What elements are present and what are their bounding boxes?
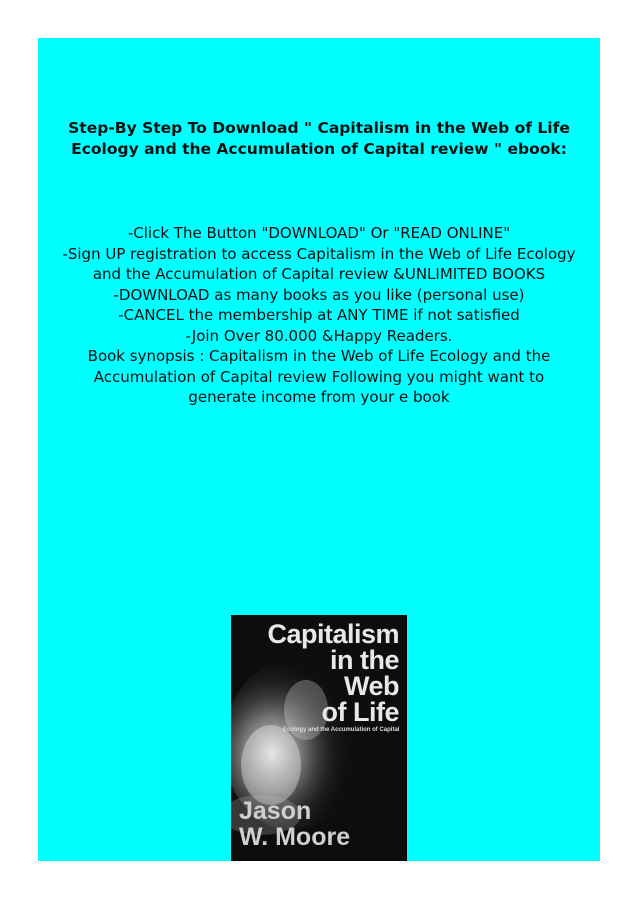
step-line: -Click The Button "DOWNLOAD" Or "READ ONLINE" — [127, 224, 511, 242]
step-line: -DOWNLOAD as many books as you like (personal use) — [113, 285, 525, 304]
cover-author — [239, 798, 350, 850]
cover-subtitle: Ecology and the Accumulation of Capital — [283, 727, 400, 733]
cover-author-line: W. Moore — [239, 823, 351, 851]
heading-line-2: Ecology and the Accumulation of Capital review " ebook: — [71, 140, 567, 158]
cover-title-line: Web — [343, 671, 399, 701]
synopsis-line: Accumulation of Capital review Following you might want to — [93, 367, 545, 386]
synopsis-line: Book synopsis : Capitalism in the Web of Life Ecology and the — [87, 347, 551, 365]
cover-title-line: of Life — [321, 697, 399, 727]
book-synopsis — [38, 346, 600, 408]
download-steps — [32, 223, 606, 346]
book-cover-image[interactable] — [231, 615, 407, 861]
cover-title-line: Capitalism — [267, 619, 399, 649]
cover-author-line: Jason — [239, 797, 312, 825]
step-line: -Join Over 80.000 &Happy Readers. — [185, 326, 453, 345]
page-panel — [38, 38, 600, 861]
cover-title-line: in the — [330, 645, 399, 675]
step-line: -Sign UP registration to access Capitalism in the Web of Life Ecology — [62, 244, 576, 263]
synopsis-line: generate income from your e book — [188, 388, 450, 406]
page-heading — [38, 118, 600, 160]
step-line: -CANCEL the membership at ANY TIME if not satisfied — [118, 306, 520, 324]
heading-line-1: Step-By Step To Download " Capitalism in the Web of Life — [68, 119, 570, 137]
cover-title — [267, 621, 399, 725]
step-line: and the Accumulation of Capital review &UNLIMITED BOOKS — [92, 265, 546, 283]
